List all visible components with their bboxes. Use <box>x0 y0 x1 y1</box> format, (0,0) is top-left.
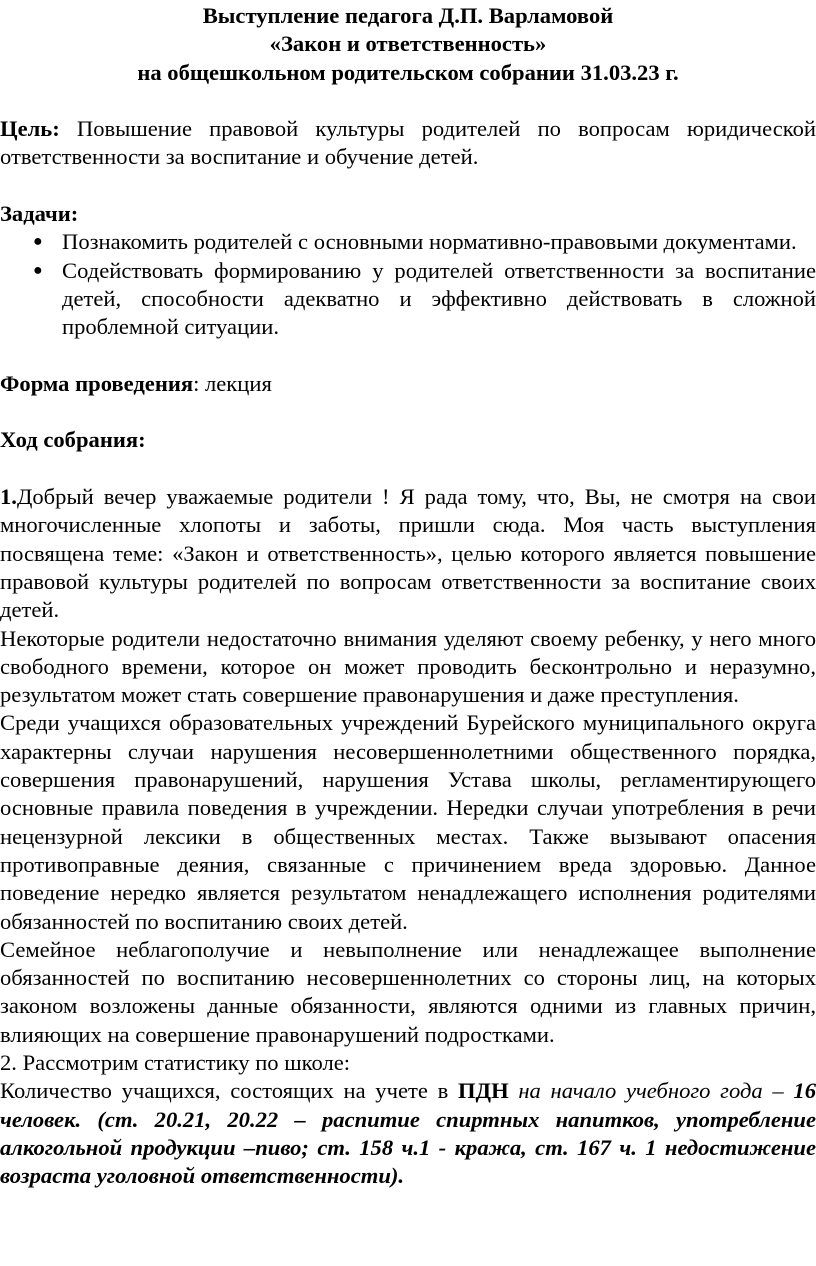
tasks-list <box>0 228 816 341</box>
task-item <box>0 257 816 342</box>
task-item <box>0 228 816 256</box>
body-paragraph-4: Семейное неблагополучие и невыполнение или ненадлежащее выполнение обязанностей по воспитанию несовершеннолетних со стороны лиц, на которых законом возложены данные обязанности, являются одними из главных причин, влияющих на совершение правонарушений подростками. <box>0 936 816 1047</box>
document-page <box>0 2 816 1190</box>
goal-text: Повышение правовой культуры родителей по вопросам юридической ответственности за воспитание и обучение детей. <box>0 116 816 170</box>
body-paragraph-3: Среди учащихся образовательных учреждений Бурейского муниципального округа характерны случаи нарушения несовершеннолетними общественного порядка, совершения правонарушений, нарушения Устава школы, регламентирующего основные правила поведения в учреждении. Нередки случаи употребления в речи нецензурной лексики в общественных местах. Также вызывают опасения противоправные деяния, связанные с причинением вреда здоровью. Данное поведение нередко является результатом ненадлежащего исполнения родителями обязанностей по воспитанию своих детей. <box>0 710 816 934</box>
paragraph-text: Добрый вечер уважаемые родители ! Я рада тому, что, Вы, не смотря на свои многочисленные хлопоты и заботы, пришли сюда. Моя часть выступления посвящена теме: «Закон и ответственность», целью которого является повышение правовой культуры родителей по вопросам ответственности за воспитание своих детей. <box>0 484 816 623</box>
stat-text: Количество учащихся, состоящих на учете в <box>0 1078 458 1104</box>
tasks-heading: Задачи: <box>0 201 79 227</box>
spacer <box>0 342 816 370</box>
document-title <box>0 2 816 87</box>
title-line-event: на общешкольном родительском собрании 31.03.23 г. <box>137 59 679 85</box>
task-text: Содействовать формированию у родителей ответственности за воспитание детей, способности адекватно и эффективно действовать в сложной проблемной ситуации. <box>62 257 816 340</box>
paragraph-number: 1. <box>0 484 17 510</box>
statistics-heading: 2. Рассмотрим статистику по школе: <box>0 1049 351 1075</box>
goal-label: Цель: <box>0 116 60 142</box>
stat-pdn: ПДН <box>457 1078 509 1104</box>
body-paragraph-2: Некоторые родители недостаточно внимания уделяют своему ребенку, у него много свободного времени, которое он может проводить бесконтрольно и неразумно, результатом может стать совершение правонарушения и даже преступления. <box>0 625 816 708</box>
spacer <box>0 398 816 426</box>
form-paragraph <box>0 370 816 398</box>
goal-paragraph <box>0 115 816 172</box>
statistics-paragraph <box>0 1077 816 1190</box>
title-line-topic: «Закон и ответственность» <box>269 31 547 57</box>
title-line-author: Выступление педагога Д.П. Варламовой <box>202 3 614 28</box>
spacer <box>0 455 816 483</box>
form-text: : лекция <box>193 370 272 396</box>
stat-details: 16 человек. (ст. 20.21, 20.22 – распитие спиртных напитков, употребление алкогольной продукции –пиво; ст. 158 ч.1 - кража, ст. 167 ч. 1 недостижение возраста уголовной ответственности). <box>0 1078 816 1189</box>
task-text: Познакомить родителей с основными нормативно-правовыми документами. <box>62 229 797 255</box>
spacer <box>0 172 816 200</box>
bullet-icon: ● <box>33 233 43 251</box>
form-label: Форма проведения <box>0 370 194 396</box>
spacer <box>0 87 816 115</box>
body-paragraph-1 <box>0 483 816 624</box>
stat-italic: на начало учебного года – <box>508 1078 794 1104</box>
course-heading: Ход собрания: <box>0 427 146 453</box>
bullet-icon: ● <box>33 261 43 279</box>
